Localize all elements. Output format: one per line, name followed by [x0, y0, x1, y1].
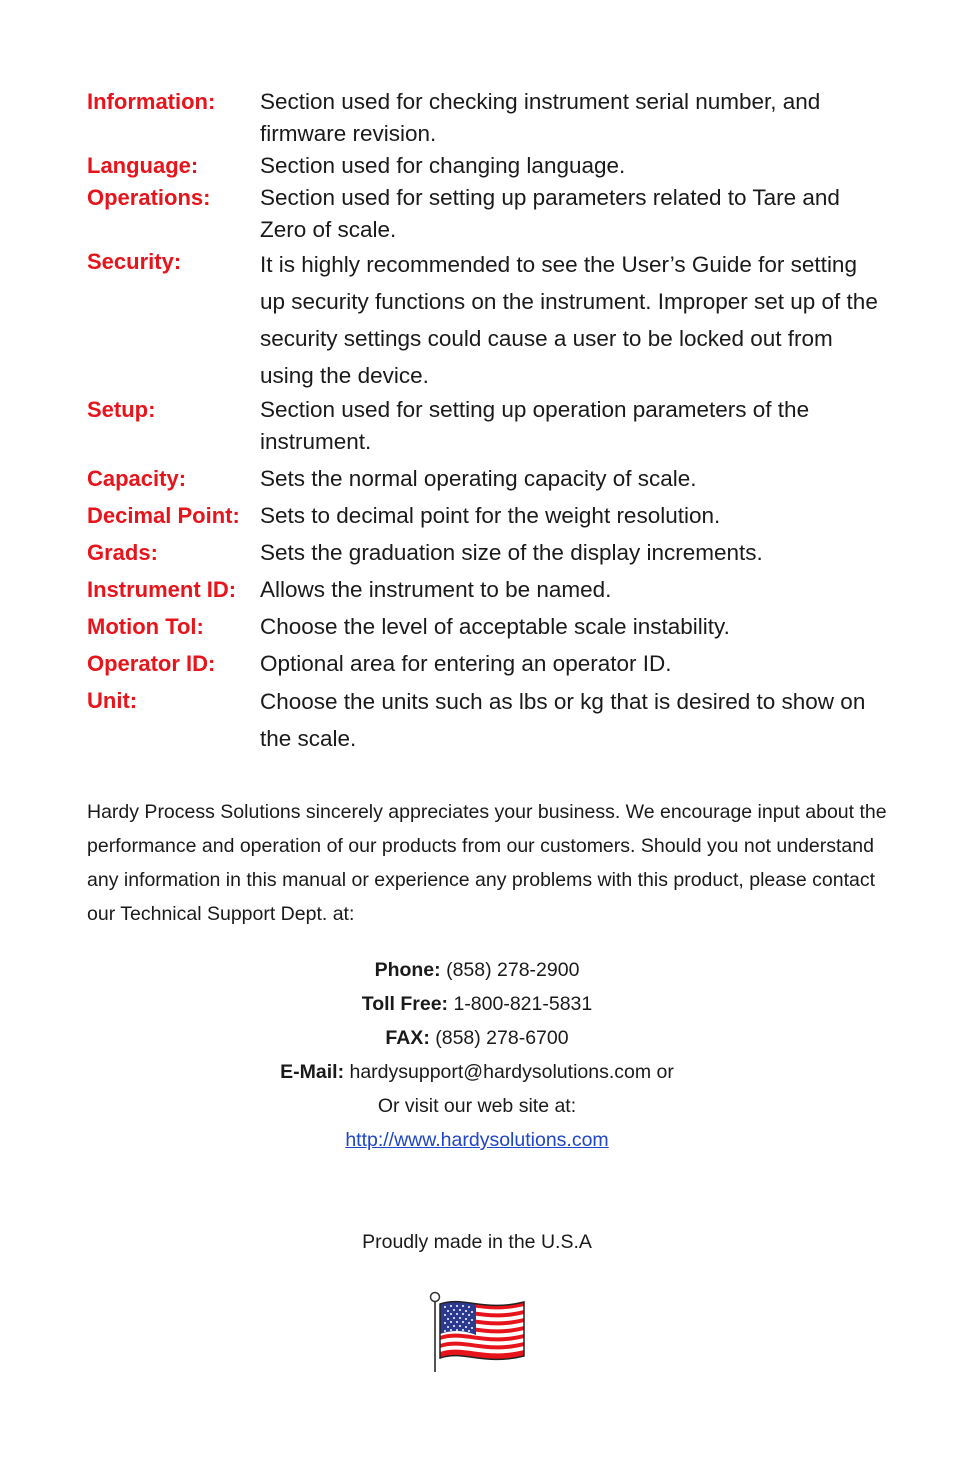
fax-line — [0, 1021, 954, 1055]
term-description: Section used for setting up operation parameters of the instrument. — [260, 397, 810, 454]
phone-line — [0, 953, 954, 987]
term-row-capacity — [87, 463, 887, 495]
term-label: Instrument ID: — [87, 577, 237, 602]
term-description: It is highly recommended to see the User’s Guide for setting up security functions on the instrument. Improper set up of the security settings could cause a user to be locked out from using the device. — [260, 252, 878, 388]
fax-number: (858) 278-6700 — [435, 1027, 569, 1049]
term-label: Decimal Point: — [87, 503, 240, 528]
term-label: Security: — [87, 249, 182, 274]
term-description: Section used for changing language. — [260, 153, 626, 178]
term-description: Section used for setting up parameters related to Tare and Zero of scale. — [260, 185, 840, 242]
terms-list — [87, 86, 887, 757]
term-row-information — [87, 86, 887, 150]
term-row-instrument-id — [87, 574, 887, 606]
email-address: hardysupport@hardysolutions.com or — [349, 1061, 674, 1083]
term-row-setup — [87, 394, 887, 458]
term-row-decimal-point — [87, 500, 887, 532]
term-description: Sets to decimal point for the weight resolution. — [260, 503, 721, 528]
term-row-operator-id — [87, 648, 887, 680]
term-row-grads — [87, 537, 887, 569]
website-link[interactable]: http://www.hardysolutions.com — [345, 1129, 609, 1151]
fax-label: FAX: — [385, 1027, 430, 1049]
us-flag-icon — [424, 1290, 528, 1374]
term-row-security — [87, 246, 887, 394]
term-description: Sets the normal operating capacity of scale. — [260, 466, 697, 491]
toll-free-label: Toll Free: — [361, 993, 449, 1015]
term-description: Section used for checking instrument serial number, and firmware revision. — [260, 89, 821, 146]
term-label: Unit: — [87, 688, 138, 713]
term-description: Choose the level of acceptable scale instability. — [260, 614, 730, 639]
phone-number: (858) 278-2900 — [446, 959, 580, 981]
website-line — [0, 1123, 954, 1157]
term-row-operations — [87, 182, 887, 246]
toll-free-number: 1-800-821-5831 — [453, 993, 593, 1015]
term-row-unit — [87, 685, 887, 757]
term-label: Grads: — [87, 540, 158, 565]
term-label: Motion Tol: — [87, 614, 204, 639]
term-description: Sets the graduation size of the display increments. — [260, 540, 763, 565]
term-description: Allows the instrument to be named. — [260, 577, 612, 602]
term-label: Language: — [87, 153, 199, 178]
contact-block — [0, 953, 954, 1157]
email-line — [0, 1055, 954, 1089]
term-row-motion-tol — [87, 611, 887, 643]
visit-text: Or visit our web site at: — [377, 1095, 577, 1117]
term-label: Capacity: — [87, 466, 187, 491]
term-label: Information: — [87, 89, 216, 114]
term-description: Optional area for entering an operator ID. — [260, 651, 672, 676]
support-intro-paragraph: Hardy Process Solutions sincerely appreciates your business. We encourage input about the performance and operation of our products from our customers. Should you not understand any information in this manual or experience any problems with this product, please contact our Technical Support Dept. at: — [87, 801, 887, 925]
term-description: Choose the units such as lbs or kg that is desired to show on the scale. — [260, 689, 866, 751]
phone-label: Phone: — [374, 959, 441, 981]
email-label: E-Mail: — [280, 1061, 345, 1083]
term-row-language — [87, 150, 887, 182]
term-label: Operator ID: — [87, 651, 216, 676]
term-label: Operations: — [87, 185, 211, 210]
toll-free-line — [0, 987, 954, 1021]
term-label: Setup: — [87, 397, 156, 422]
made-in-usa-text: Proudly made in the U.S.A — [362, 1231, 592, 1253]
